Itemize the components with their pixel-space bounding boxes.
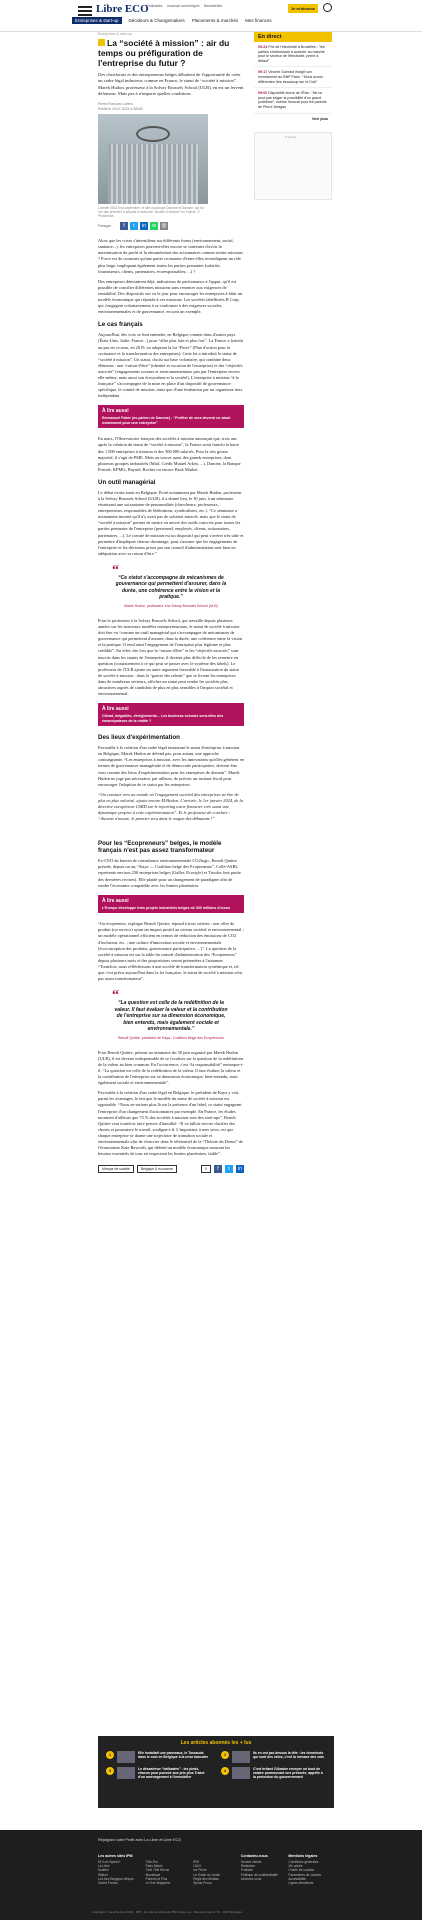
search-icon[interactable] [323,3,332,12]
header-link-journal[interactable]: Journal numérique [166,3,200,8]
twitter-icon[interactable]: t [130,222,138,230]
site-footer [0,1830,422,1920]
quote-mark-icon: “ [112,562,119,578]
read-also-label: À lire aussi [102,408,129,415]
paragraph: Pour Benoît Quittre, présent au séminaire du 30 juin organisé par Marek Hudon (ULB), il est devenu indispensable de se focaliser sur la question de la redéfinition de la valeur au bien commun. En l'occurrence, c'est “la responsabilité” remarque-t-il. “La question est celle de la redéfinition de la valeur. Il faut évaluer la valeur et la contribution de l'entreprise sur sa dimension économique, bien entendu, mais également sociale et environnementale”. [98,1049,244,1086]
share-bar [98,222,244,230]
section-heading: Le cas français [98,321,143,329]
paragraph: Favorable à la création d'un cadre légal instaurant le statut d'entreprise à mission en Belgique, Marek Hudon ne défend pas, pour autant, une approche contraignante. “Les entreprises à mission, avec les innovations qu'elles génèrent en termes de gouvernance managériale et de démocratie participative, doivent être vues comme des lieux d'expérimentation pour les entreprises de demain”. Marek Hudon ne juge pas nécessaire, par ailleurs, de prévoir un incitant fiscal pour encourager l'adoption de ce statut par les entreprises. [98,745,244,787]
share-count: 0 [201,1165,211,1173]
read-also-label: À lire aussi [102,897,129,904]
tag-link[interactable]: Marque de société [98,1165,134,1173]
twitter-icon[interactable]: t [225,1165,233,1173]
subscriber-title: Les articles abonnés les + lus [180,1740,252,1746]
paragraph: En mars, l'Observatoire français des sociétés à mission annonçait que, trois ans après la création du statut de “société à mission”, la France avait franchi la barre des 1 000 entreprises à mission et des 500 000 salariés. Pour la très grosse majorité, il s'agit de PME. Mais on trouve aussi des grands entreprises, dont plusieurs groupes industriels (Maif, Crédit Mutuel Arkéa, ...), Danone, la Banque Postale, KPMG, Bayard, Rocher ou encore Back Market. [98,436,241,472]
nav-tab-decideurs[interactable]: Décideurs & Changemakers [128,18,185,23]
pull-quote [112,562,230,608]
live-title: En direct [254,32,332,42]
facebook-icon[interactable]: f [214,1165,222,1173]
premium-badge-icon [98,39,105,46]
paragraph: Des entreprises démontrent déjà, indicateurs de performance à l'appui, qu'il est possible de concilier différentes missions sans renoncer aux exigences de rentabilité. Des dispositifs ont vu le jour pour encourager les entreprises à bâtir un modèle économique qui réponde à ces missions. Les sociétés labellisées B Corp, qui s'engagent volontairement à se conformer à des exigences sociales, environnementales et de gouvernance, en sont un exemple. [98,278,243,315]
live-item[interactable]: 09:24 Prix de l'électricité à Bruxelles : “les parties s'intéressant à accéder au marché pour le secteur de l'électricité, prime à défaut” [254,42,332,67]
header-link-newsletter[interactable]: Newsletter [203,3,223,8]
article-lead: Des chercheurs et des entrepreneurs belges débattent de l'opportunité de créer un cadre légal inducteur, comme en France, le statut de “société à mission”. Marek Hudon, professeur à la Solvay Brussels School (ULB), en est un fervent défenseur. Mais pas à n'importe quelles conditions. [98,72,244,96]
article-photo [98,114,208,204]
mail-icon[interactable]: @ [161,223,167,230]
section-heading: Pour les “Ecopreneurs” belges, le modèle français n'est pas assez transformateur [98,840,222,855]
paragraph: Ex-CEO du bureau de consultance environnementale CO2logic, Benoît Quittre préside, depuis un an, “Kaya — Coalition belge des Ecopreneurs”. Celle-ASBL représente environ 230 entreprises belges (Galler, Ecostyle) et Triodos font partie des dernières recrues). Elle plaide pour un changement de paradigme afin de rendre l'économie compatible avec les limites planétaires. [98,858,241,888]
paragraph: “Un écopreneur, explique Benoît Quittre, répond à trois critères : une offre de produit (ou service) ayant un impact positif au niveau sociétal et environnemental ; un modèle opérationnel efficient en termes de réduction des émissions de CO2 d'inclusion, etc. ; une culture d'innovation sociale et environnementale (écoconception des produits, gouvernance participative, ...)”. La question de la société à mission est sur la table du conseil d'administration des “Ecopreneurs” depuis plusieurs mois et des propositions seront présentées à l'automne. “Toutefois, nous réfléchissons à une société de transformation systémique et, tel que c'est prévu aujourd'hui dans la loi française, le statut de société à mission n'est pas assez transformateur”. [98,921,244,982]
whatsapp-icon[interactable]: w [150,222,158,230]
paragraph: Le débat existe aussi en Belgique. Porté notamment par Marek Hudon, professeur à la Solvay Brussels School (ULB), il a donné lieu, le 30 juin, à un séminaire réunissant une soixantaine de personnalités (chercheurs, professeurs, entrepreneurs, responsables de fédérations, syndicalistes, etc.). “Ce séminaire a notamment montré qu'il n'y avait pas de solution miracle, mais que le statut de “société à mission” permet de mettre en œuvre des outils concrets pour toutes les parties prenantes de l'entreprise (personnel, employés, clients, actionnaires, partenaires, ...). Le comité de mission est un dispositif qui peut s'avérer très utile et permettre d'impliquer chacun davantage, pour s'assurer que les engagements de l'entreprise et les décisions prises par son conseil d'administration sont bien en adéquation avec sa raison d'être.” [98,489,244,556]
thumbnail [117,1751,135,1763]
tag-link[interactable]: Belgique & économie [137,1165,177,1173]
list-item[interactable]: 3 Le désastreux “belliaates” : les pieds, chacun pour pouvoir aux prix plus Trainé d'un aménagement à l'immobilier [106,1767,211,1780]
footer-tagline: Rejoignez votre Profit avec La Libre et Libre ECO [98,1838,182,1842]
sidebar [254,32,332,200]
ad-slot: Publicité [254,132,332,200]
pull-quote [112,988,230,1040]
footer-column: Les autres sites IPM DH Les Sports+ La Libre Sudinfo Wallon La Libre Belgique Afrique Grand Pronos [98,1854,134,1886]
photo-caption: L'année 2022 fin a septembre, le site du groupe Danone et Danone, qui fut l'un des premiers à adopter le statut de “société à mission” en France. © Photonews [98,206,204,219]
paragraph: Pour le professeur à la Solvay Brussels School, qui travaille depuis plusieurs années sur les nouveaux modèles entrepreneuriaux, le statut de société à mission doit être vu “comme un outil managérial qui s'accompagne de mécanismes de gouvernance qui permettent d'assurer, dans la durée, une cohérence entre la vision et la pratique. Il rend ainsi l'engagement de l'entreprise plus légitime et plus crédible”. En effet, des lors que la “raison d'être” et les “objectifs associés” sont inscrits dans les statuts de l'entreprise, il devient plus difficile de les remettre en question (contrairement à ce qui peut se passer avec le système des labels). Le professeur de l'ULB ajoute un autre argument favorable à l'instauration du statut de société à mission : dans la “guerre des talents” que se livrent les entreprises dans de nombreux secteurs, afficher un statut peut rendre les sociétés plus attractives auprès de candidats de plus en plus sensibles à l'impact sociétal et environnemental. [98,617,243,697]
menu-icon[interactable] [78,6,92,16]
article-author[interactable]: Pierre-François Lovens [98,102,134,107]
section-nav [72,16,334,25]
quote-author: Marek Hudon, professeur à la Solvay Brussels School (ULB) [124,603,218,608]
thumbnail [232,1767,250,1779]
read-also-link[interactable]: Emmanuel Faber (ex-patron de Danone) : “Profiter de sera devenir un atout notamment pour une entreprise” [102,416,231,425]
nav-tab-placements[interactable]: Placements & marchés [191,18,239,23]
paragraph: “On constate vers un monde où l'engagement sociétal des entreprises va être de plus en plus valorisé, ajoute encore M.Hudon. L'arrivée, le 1er janvier 2024, de la directive européenne CSRD sur le reporting extra-financier crée aussi une dynamique propice à cette expérimentation”. Et le professeur de conclure : “Aucune n'assure, le premier sera dans le wagon des débutants !” [98,791,243,822]
read-also-box[interactable] [98,895,244,914]
more-link[interactable]: Voir plus [312,116,328,121]
site-logo[interactable]: Libre ECO [96,3,149,15]
header-links [146,3,223,8]
thumbnail [117,1767,135,1779]
quote-text: “Ce statut s'accompagne de mécanismes de gouvernance qui permettent d'assurer, dans la durée, une cohérence entre la vision et la pratique.” [115,574,227,601]
copyright: Copyright © La Libre Eco 2023 · IPM · Ce site est édité par IPM Group s.a. · Rue des Francs 79 · 1040 Bruxelles [92,1910,242,1914]
section-heading: Un outil managérial [98,478,156,486]
quote-author: Benoît Quittre, président de Kaya - Coalition belge des Ecopreneurs [118,1035,224,1040]
article-meta [98,102,244,111]
nav-tab-finances[interactable]: Mes finances [245,18,272,23]
read-also-label: À lire aussi [102,706,129,713]
linkedin-icon[interactable]: in [236,1165,244,1173]
list-item[interactable]: 2 Ils en ont par-dessus la tête : les cheminots qui sont des vélos, c'est la menace des vols [221,1751,326,1763]
subscriber-articles [98,1736,334,1808]
nav-tab-entreprises[interactable]: Entreprises & start-up [72,17,122,24]
facebook-icon[interactable]: f [120,222,128,230]
live-item[interactable]: 09:00 Dispositifs leurre de l'État : “Ne ne peut pas exiger la possibilité d'un grand problème”, estime l'avocat pour les parents de Pierre Deagan [254,88,332,113]
linkedin-icon[interactable]: in [140,222,148,230]
section-heading: Des lieux d'expérimentation [98,734,180,742]
read-also-box[interactable] [98,703,244,726]
footer-column: Télé-Pro Paris Match Ciné Télé Revue Moustique Parents et Plus Le Soir Magazine [145,1860,171,1886]
paragraph: Aujourd'hui, des voix se font entendre, en Belgique comme dans d'autres pays (États-Unis, Italie, France...) pour “aller plus loin et plus fort”. La France a franchi un pas en ce sens, en 2019, en adoptant la loi “Pacte” (Plan d'action pour la croissance et la transformation des entreprises). Cette loi a introduit le statut de “société à mission”. Un statut, choisi sur base volontaire, qui combine deux éléments : une “raison d'être” (identité et vocation de l'entreprise) et des “objectifs associés” (engagements sociaux et environnementaux pris par l'entreprise envers elle-même, mais aussi son écosystème et la société). L'entreprise à mission “à la française” s'accompagne de la mise en place d'un dispositif de gouvernance spécifique, le comité de mission, ainsi que d'une évaluation par un organisme tiers indépendant. [98,332,243,399]
thumbnail [232,1751,250,1763]
article-title: La “société à mission” : air du temps ou préfiguration de l'entreprise du futur ? [98,38,230,68]
list-item[interactable]: 1 Elle installait une panneaux, le Tussauds dans le coin en Belgique à la crise bancaire [106,1751,211,1763]
site-header [0,0,422,32]
quote-text: “La question est celle de la redéfinition de la valeur. Il faut évaluer la valeur et la contribution de l'entreprise sur sa dimension économique, bien entendu, mais également sociale et environnementale.” [114,1000,228,1033]
list-item[interactable]: 4 C'est irritant l'Ukraine envoyer un bout de salaire promouvant une présente, appelle à la protection du gouvernement [221,1767,326,1780]
read-also-box[interactable] [98,405,244,428]
paragraph: Alors que les crises s'intensifient sur différents fronts (environnement, social, sanitaire...), les entreprises peuvent-elles encore se contenter d'avoir la maximisation du profit et la rémunération des actionnaires comme seules missions ? Force est de constater qu'une partie croissante d'entre elles revendiquent un rôle plus large, impliquant également toutes les parties prenantes (salariés, fournisseurs, clients, partenaires, écoresponsables, ...) ? [98,238,243,274]
share-label: Partager [98,224,112,229]
quote-mark-icon: “ [112,988,119,1004]
tag-list [98,1165,244,1173]
live-item[interactable]: 09:17 Vincent Guérard élargit son recrutement au BNP Paris : “Nous avons différentes très beaucoup sur le Dub” [254,67,332,88]
read-also-link[interactable]: L'Europe développe trois projets industriels belges de 330 millions d'euros [102,905,231,910]
breadcrumb[interactable]: Entreprises & start-up [98,32,132,36]
footer-column: IPM LN24 Ice Prime Le Guide du Jardin Regie des Médias Sports Prono [193,1860,221,1886]
read-also-link[interactable]: Climat, inégalités, dérèglements... Les business schools sont-elles des émancipateurs de la réalité ? [102,714,224,723]
footer-column: Mentions légales Conditions générales Vie privée Charte de cookies Paramètres de cookies Accessibilité Lignes directrices [288,1854,321,1886]
subscribe-button[interactable]: Je m'abonne [288,4,318,13]
article-date: Publié le 19-07-2023 à 08h28 [98,106,143,111]
header-link-podcasts[interactable]: Podcasts [146,3,163,8]
article [98,38,244,1181]
footer-column: Contactez-nous Service clients Rédaction Publicité Politique de confidentialité Abonnez-vous [240,1854,278,1881]
paragraph: Favorable à la création d'un cadre légal en Belgique, le président de Kaya y voit, parmi les avantages, le fait que le modèle du statut de société à mission est opposable. “Nous ne serions plus là sur la présence d'un label, ce statut engageant l'entreprise d'un changement d'actionnaires par exemple. En France, les études montrent d'ailleurs que 75 % des sociétés à mission sont des start-ups”. Benoît Quittre veut toutefois faire preuve d'humilité. “Il va falloir encore clarifier des choses et poursuivre le travail, souligne-t-il. L'important, à mes yeux, est que chaque entreprise se donne une trajectoire de transition sociale et environnementale afin de s'inscrire dans le référentiel de la “Théorie du Donut” de l'économiste Kate Raworth, qui défend un modèle économique assurant les besoins essentiels de tous en respectant les limites planétaires, faible”. [98,1090,243,1157]
